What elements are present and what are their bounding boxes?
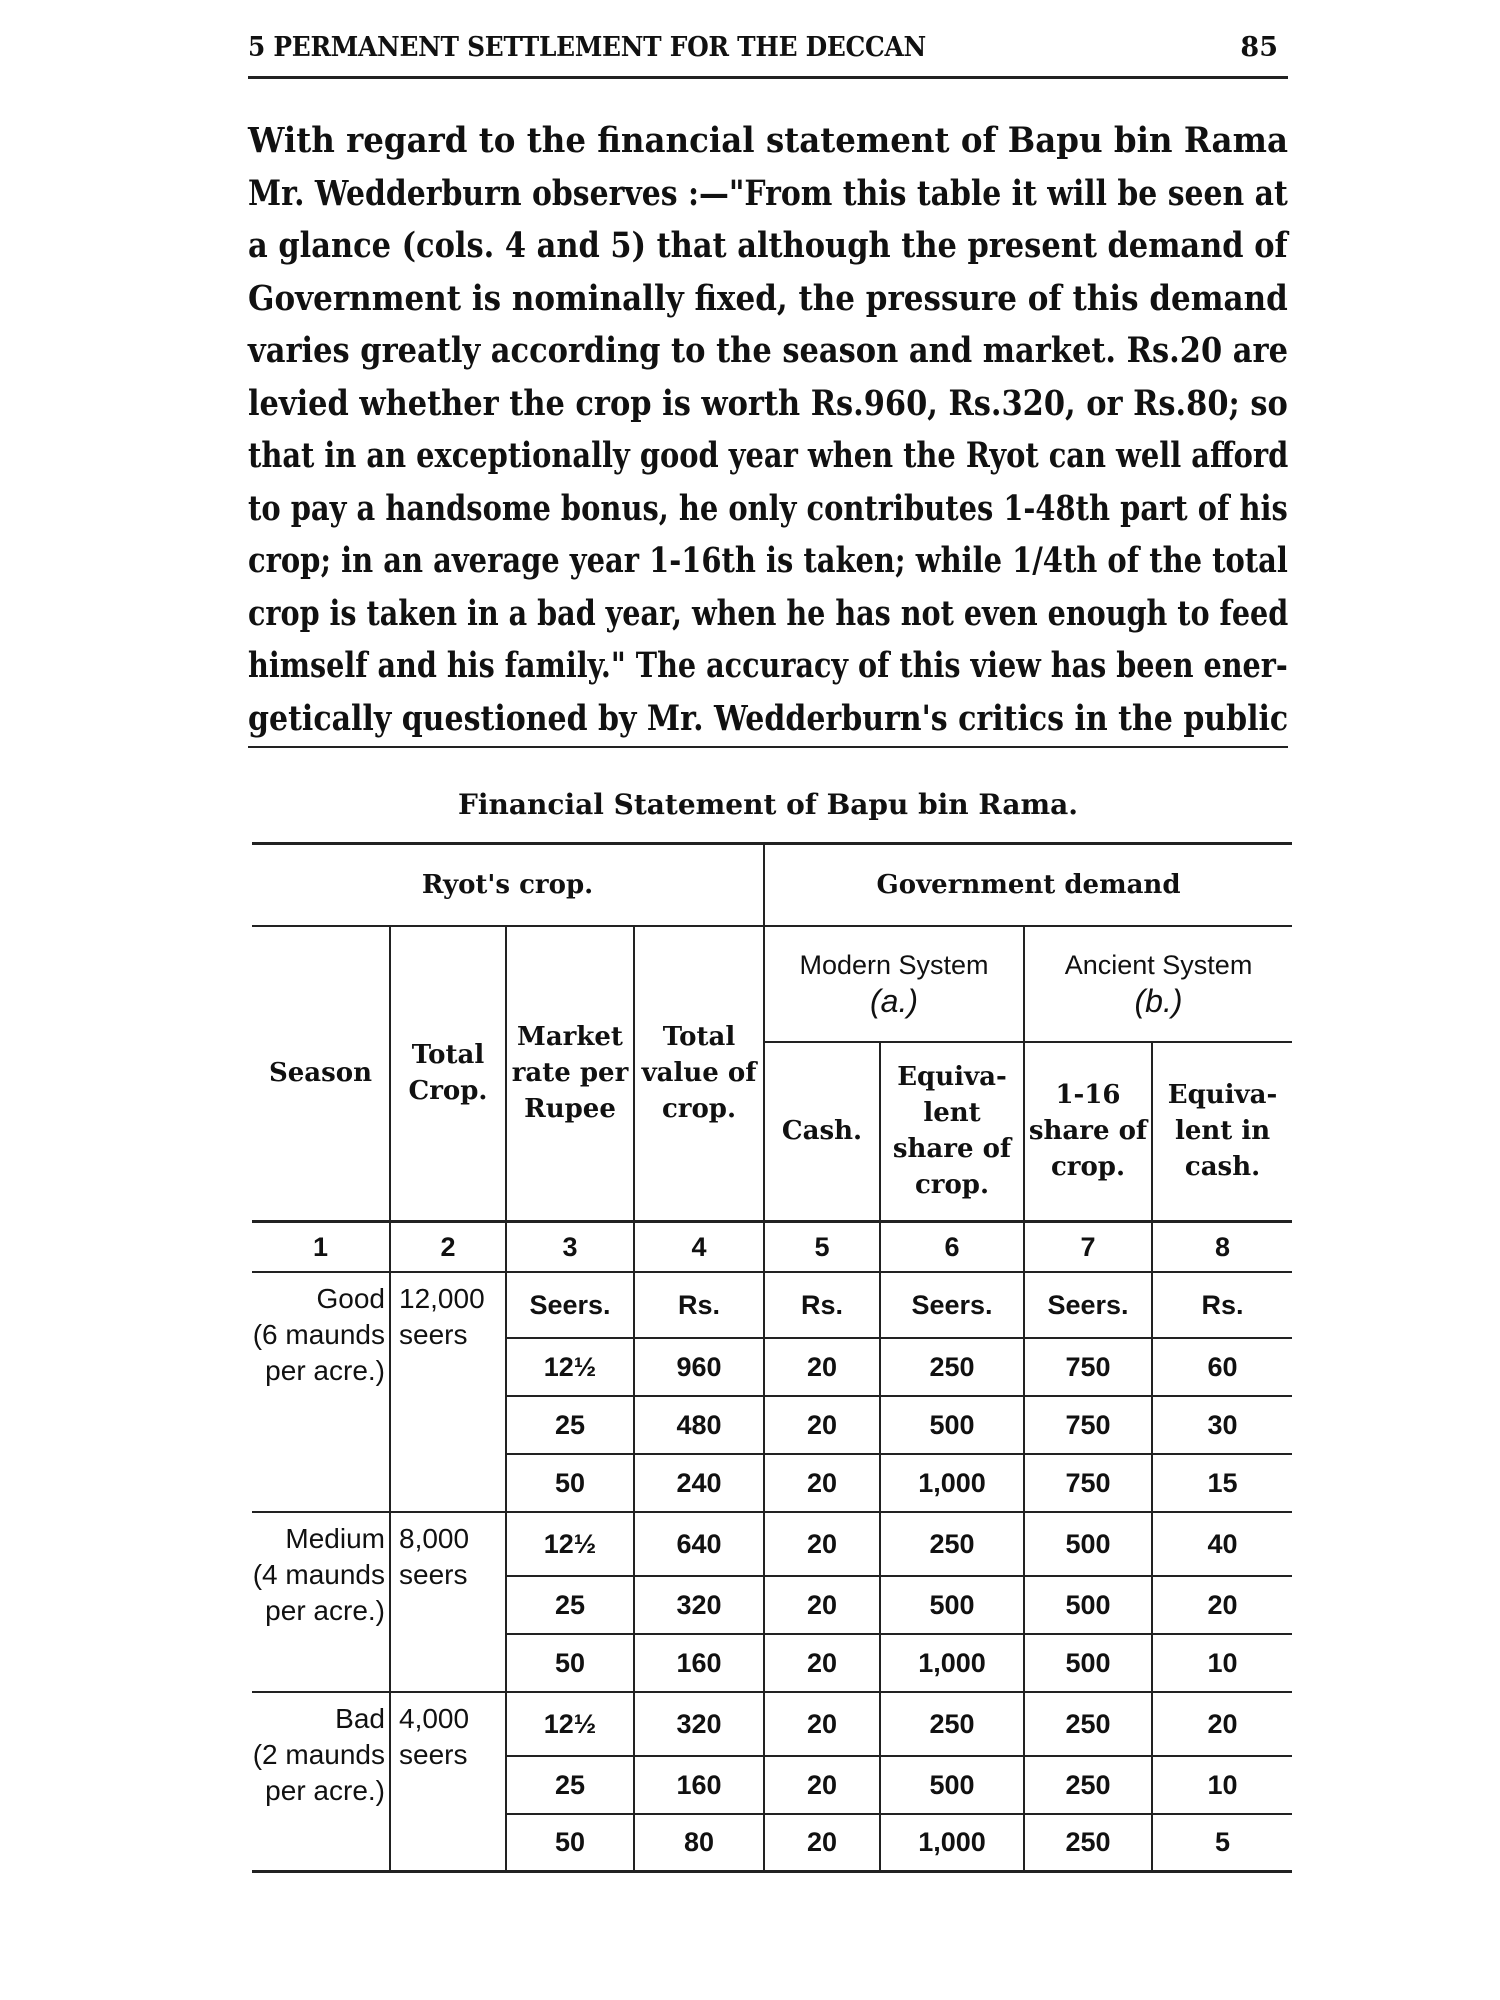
total-value-cell: 960 — [634, 1338, 764, 1396]
col-total-value: Total value of crop. — [634, 926, 764, 1222]
equivalent-cash-cell: 60 — [1152, 1338, 1292, 1396]
unit-label: Rs. — [1152, 1272, 1292, 1338]
season-cell — [252, 1272, 390, 1512]
ancient-system-label: Ancient System — [1064, 949, 1253, 980]
share-1-16-cell: 750 — [1024, 1454, 1152, 1512]
season-line: per acre.) — [265, 1774, 385, 1806]
total-value-cell: 160 — [634, 1634, 764, 1692]
equivalent-cash-cell: 20 — [1152, 1692, 1292, 1756]
column-number-row — [252, 1222, 1292, 1272]
share-1-16-cell: 250 — [1024, 1692, 1152, 1756]
body-paragraph — [248, 115, 1288, 745]
equivalent-cash-cell: 40 — [1152, 1512, 1292, 1576]
paragraph-line: Government is nominally fixed, the pressure of this demand — [248, 278, 1288, 319]
total-crop-cell — [390, 1272, 506, 1512]
total-crop-line: 12,000 — [399, 1282, 485, 1314]
modern-system-header — [764, 926, 1024, 1042]
paragraph-line: getically questioned by Mr. Wedderburn's critics in the public — [248, 698, 1289, 739]
unit-label: Rs. — [764, 1272, 880, 1338]
modern-system-label: Modern System — [799, 949, 989, 980]
market-rate-cell: 12½ — [506, 1692, 634, 1756]
units-row — [252, 1272, 1292, 1338]
ancient-system-mark: (b.) — [1134, 982, 1183, 1019]
market-rate-cell: 12½ — [506, 1512, 634, 1576]
season-line: (2 maunds — [252, 1738, 385, 1770]
col-number: 8 — [1152, 1222, 1292, 1272]
group-government-demand: Government demand — [764, 844, 1292, 926]
cash-cell: 20 — [764, 1396, 880, 1454]
cash-cell: 20 — [764, 1634, 880, 1692]
market-rate-cell: 50 — [506, 1634, 634, 1692]
cash-cell: 20 — [764, 1576, 880, 1634]
market-rate-cell: 50 — [506, 1814, 634, 1872]
total-crop-cell — [390, 1512, 506, 1692]
share-1-16-cell: 500 — [1024, 1512, 1152, 1576]
paragraph-line: crop; in an average year 1-16th is taken; while 1/4th of the total — [248, 541, 1288, 581]
col-number: 7 — [1024, 1222, 1152, 1272]
page-number: 85 — [1240, 32, 1278, 63]
col-number: 5 — [764, 1222, 880, 1272]
share-1-16-cell: 500 — [1024, 1634, 1152, 1692]
ancient-system-header — [1024, 926, 1292, 1042]
cash-cell: 20 — [764, 1454, 880, 1512]
table-caption: Financial Statement of Bapu bin Rama. — [458, 788, 1078, 821]
total-crop-line: seers — [399, 1738, 468, 1770]
equivalent-cash-cell: 20 — [1152, 1576, 1292, 1634]
equivalent-share-cell: 500 — [880, 1576, 1024, 1634]
cash-cell: 20 — [764, 1756, 880, 1814]
unit-label: Rs. — [634, 1272, 764, 1338]
equivalent-cash-cell: 10 — [1152, 1756, 1292, 1814]
share-1-16-cell: 750 — [1024, 1338, 1152, 1396]
equivalent-cash-cell: 15 — [1152, 1454, 1292, 1512]
cash-cell: 20 — [764, 1512, 880, 1576]
unit-label: Seers. — [506, 1272, 634, 1338]
col-equivalent-share: Equiva- lent share of crop. — [880, 1042, 1024, 1222]
cash-cell: 20 — [764, 1338, 880, 1396]
col-number: 2 — [390, 1222, 506, 1272]
col-cash: Cash. — [764, 1042, 880, 1222]
paragraph-line: that in an exceptionally good year when the Ryot can well afford — [248, 436, 1289, 476]
equivalent-share-cell: 1,000 — [880, 1814, 1024, 1872]
season-line: per acre.) — [265, 1594, 385, 1626]
season-line: Good — [316, 1282, 385, 1314]
paragraph-line: a glance (cols. 4 and 5) that although the present demand of — [248, 226, 1288, 266]
equivalent-share-cell: 1,000 — [880, 1454, 1024, 1512]
total-value-cell: 80 — [634, 1814, 764, 1872]
col-number: 3 — [506, 1222, 634, 1272]
market-rate-cell: 25 — [506, 1756, 634, 1814]
equivalent-share-cell: 500 — [880, 1756, 1024, 1814]
paragraph-line: Mr. Wedderburn observes :—"From this table it will be seen at — [248, 173, 1288, 214]
share-1-16-cell: 750 — [1024, 1396, 1152, 1454]
col-number: 6 — [880, 1222, 1024, 1272]
table-row — [252, 1512, 1292, 1576]
market-rate-cell: 25 — [506, 1396, 634, 1454]
paragraph-line: levied whether the crop is worth Rs.960, Rs.320, or Rs.80; so — [248, 383, 1288, 424]
season-line: (6 maunds — [252, 1318, 385, 1350]
market-rate-cell: 12½ — [506, 1338, 634, 1396]
col-number: 4 — [634, 1222, 764, 1272]
market-rate-cell: 50 — [506, 1454, 634, 1512]
total-crop-line: seers — [399, 1558, 468, 1590]
col-market-rate: Market rate per Rupee — [506, 926, 634, 1222]
paragraph-line: With regard to the financial statement of Bapu bin Rama — [248, 121, 1288, 161]
col-share-1-16: 1-16 share of crop. — [1024, 1042, 1152, 1222]
market-rate-cell: 25 — [506, 1576, 634, 1634]
total-value-cell: 240 — [634, 1454, 764, 1512]
total-crop-cell — [390, 1692, 506, 1872]
col-season: Season — [252, 926, 390, 1222]
page-header — [248, 32, 1288, 79]
season-line: Bad — [335, 1702, 385, 1734]
equivalent-cash-cell: 5 — [1152, 1814, 1292, 1872]
total-crop-line: 8,000 — [399, 1522, 470, 1554]
modern-system-mark: (a.) — [870, 982, 918, 1019]
total-value-cell: 320 — [634, 1692, 764, 1756]
season-cell — [252, 1692, 390, 1872]
share-1-16-cell: 250 — [1024, 1756, 1152, 1814]
season-line: per acre.) — [265, 1354, 385, 1386]
col-number: 1 — [252, 1222, 390, 1272]
share-1-16-cell: 500 — [1024, 1576, 1152, 1634]
total-crop-line: seers — [399, 1318, 468, 1350]
unit-label: Seers. — [1024, 1272, 1152, 1338]
equivalent-cash-cell: 30 — [1152, 1396, 1292, 1454]
group-ryots-crop: Ryot's crop. — [252, 844, 764, 926]
col-equivalent-cash: Equiva- lent in cash. — [1152, 1042, 1292, 1222]
paragraph-line: crop is taken in a bad year, when he has not even enough to feed — [248, 593, 1289, 634]
total-value-cell: 320 — [634, 1576, 764, 1634]
season-line: Medium — [285, 1522, 385, 1554]
equivalent-cash-cell: 10 — [1152, 1634, 1292, 1692]
share-1-16-cell: 250 — [1024, 1814, 1152, 1872]
cash-cell: 20 — [764, 1814, 880, 1872]
season-cell — [252, 1512, 390, 1692]
paragraph-line: himself and his family." The accuracy of this view has been ener- — [248, 646, 1288, 686]
total-crop-line: 4,000 — [399, 1702, 470, 1734]
col-total-crop: Total Crop. — [390, 926, 506, 1222]
cash-cell: 20 — [764, 1692, 880, 1756]
equivalent-share-cell: 250 — [880, 1338, 1024, 1396]
paragraph-line: varies greatly according to the season and market. Rs.20 are — [248, 331, 1288, 371]
financial-statement-table — [252, 842, 1292, 1873]
running-head: 5 PERMANENT SETTLEMENT FOR THE DECCAN — [248, 32, 926, 63]
season-line: (4 maunds — [252, 1558, 385, 1590]
equivalent-share-cell: 1,000 — [880, 1634, 1024, 1692]
unit-label: Seers. — [880, 1272, 1024, 1338]
equivalent-share-cell: 250 — [880, 1692, 1024, 1756]
equivalent-share-cell: 250 — [880, 1512, 1024, 1576]
section-rule — [248, 746, 1288, 748]
total-value-cell: 640 — [634, 1512, 764, 1576]
total-value-cell: 480 — [634, 1396, 764, 1454]
total-value-cell: 160 — [634, 1756, 764, 1814]
paragraph-line: to pay a handsome bonus, he only contributes 1-48th part of his — [248, 488, 1288, 529]
equivalent-share-cell: 500 — [880, 1396, 1024, 1454]
table-row — [252, 1692, 1292, 1756]
